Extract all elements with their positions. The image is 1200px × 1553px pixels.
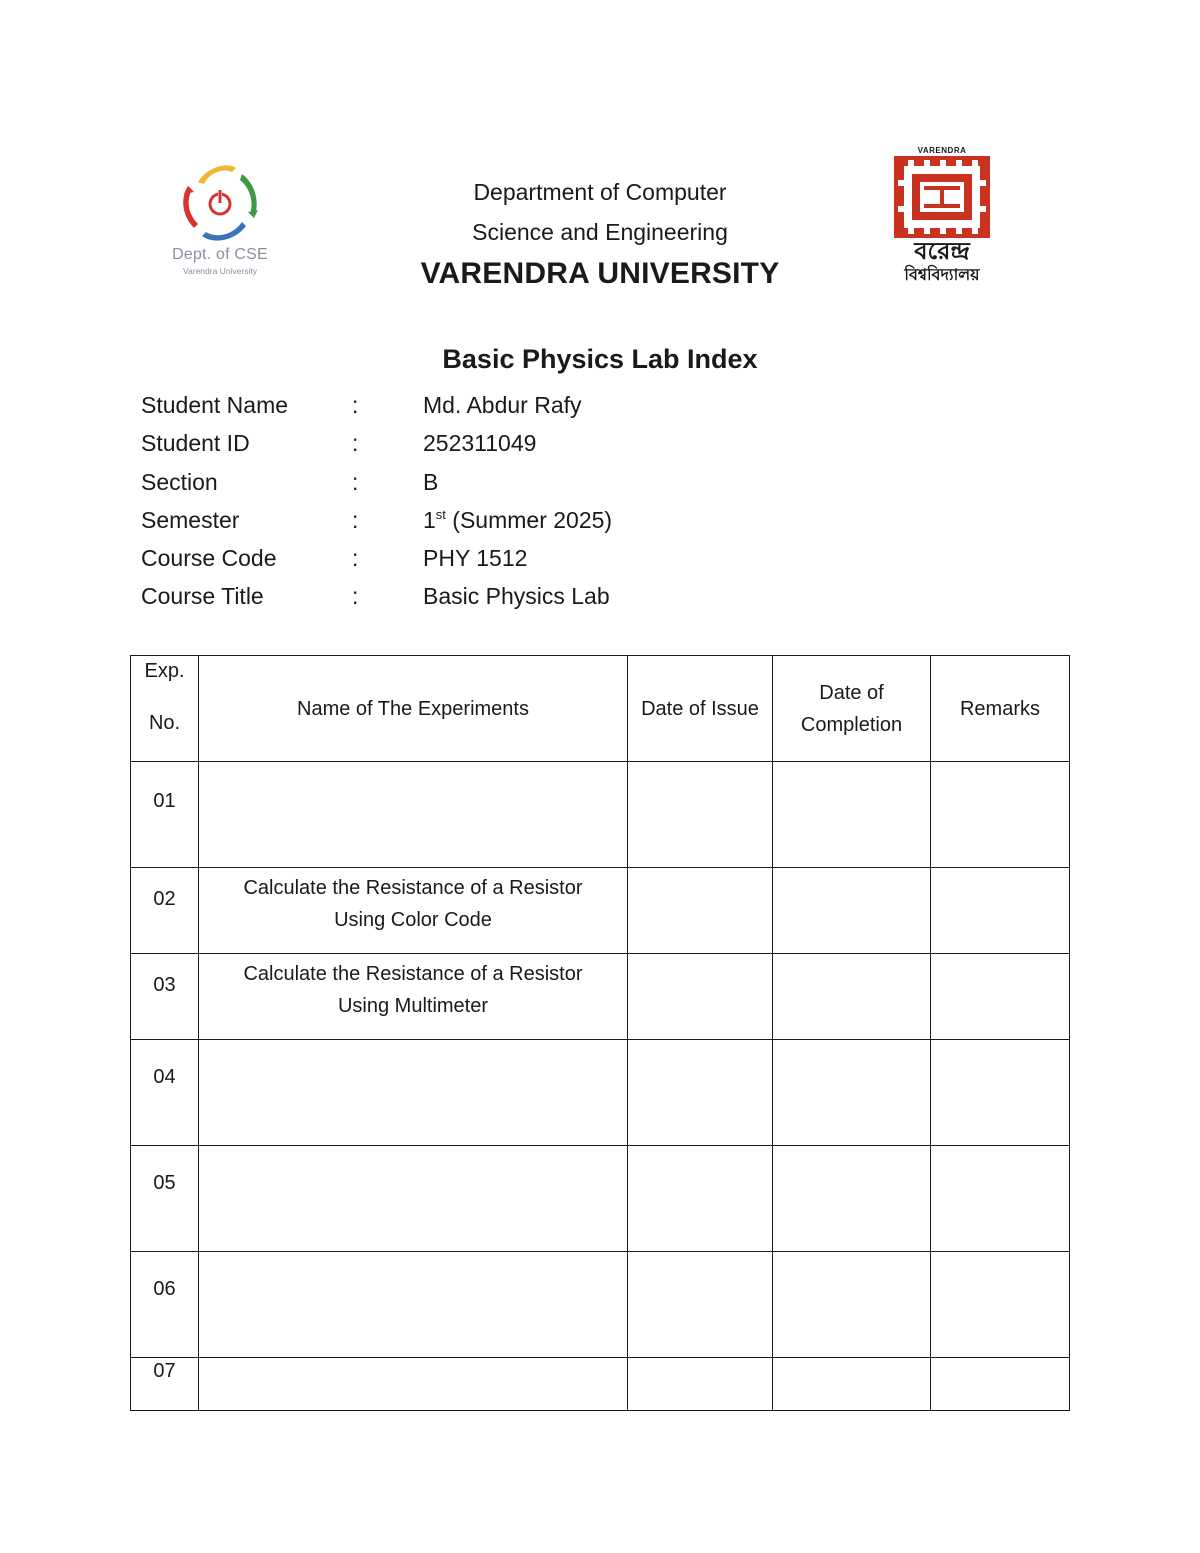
- header-remarks: Remarks: [931, 656, 1070, 762]
- date-of-issue-cell[interactable]: [628, 1146, 773, 1252]
- vu-logo-caption: VARENDRA: [917, 146, 967, 155]
- info-colon: :: [352, 392, 359, 418]
- remarks-cell[interactable]: [931, 1252, 1070, 1358]
- date-of-completion-cell[interactable]: [773, 762, 931, 868]
- date-of-completion-cell[interactable]: [773, 1146, 931, 1252]
- page-title: Basic Physics Lab Index: [442, 344, 758, 374]
- semester-term: (Summer 2025): [445, 506, 613, 533]
- remarks-cell[interactable]: [931, 762, 1070, 868]
- info-value: Md. Abdur Rafy: [423, 392, 582, 418]
- date-of-issue-cell[interactable]: [628, 868, 773, 954]
- info-value: [423, 505, 612, 535]
- experiment-name-line2: Using Multimeter: [337, 995, 489, 1017]
- info-label: Student Name: [141, 392, 289, 418]
- info-colon: :: [352, 468, 359, 495]
- info-label: Semester: [141, 506, 240, 533]
- experiment-name-cell[interactable]: [199, 762, 628, 868]
- exp-number: 07: [131, 1358, 199, 1411]
- header-completion-line1: Date of: [819, 681, 884, 704]
- experiment-name-cell[interactable]: [199, 954, 628, 1040]
- info-label: Course Code: [141, 545, 277, 572]
- department-line-1: Department of Computer: [473, 179, 727, 205]
- info-value: PHY 1512: [423, 545, 528, 572]
- date-of-completion-cell[interactable]: [773, 868, 931, 954]
- exp-number: 01: [131, 762, 199, 868]
- info-value: Basic Physics Lab: [423, 583, 610, 610]
- date-of-completion-cell[interactable]: [773, 954, 931, 1040]
- cse-logo-text: Dept. of CSE: [172, 246, 268, 263]
- vu-logo-bangla-line-2: বিশ্ববিদ্যালয়: [904, 267, 980, 284]
- info-label: Student ID: [141, 430, 250, 457]
- header-date-of-completion: [773, 656, 931, 762]
- header-block: [380, 172, 820, 296]
- dept-cse-logo: [168, 158, 272, 284]
- experiment-name-cell[interactable]: [199, 1040, 628, 1146]
- header-completion-line2: Completion: [800, 713, 903, 736]
- header-date-of-issue: Date of Issue: [628, 656, 773, 762]
- date-of-completion-cell[interactable]: [773, 1252, 931, 1358]
- table-row: [131, 762, 1070, 868]
- date-of-issue-cell[interactable]: [628, 1358, 773, 1411]
- info-label: Course Title: [141, 583, 264, 610]
- info-colon: :: [352, 583, 359, 610]
- experiment-name-cell[interactable]: [199, 1358, 628, 1411]
- experiment-name-line1: Calculate the Resistance of a Resistor: [243, 963, 583, 985]
- info-value: B: [423, 468, 439, 495]
- info-colon: :: [352, 430, 359, 457]
- table-row: [131, 1358, 1070, 1411]
- semester-number: 1: [423, 506, 436, 533]
- university-name: VARENDRA UNIVERSITY: [420, 257, 780, 290]
- lab-index-table: [130, 655, 1070, 1411]
- table-row: [131, 954, 1070, 1040]
- info-colon: :: [352, 545, 359, 572]
- info-label: Section: [141, 468, 218, 495]
- vu-logo-bangla-line-1: বরেন্দ্র: [914, 238, 970, 265]
- info-value: 252311049: [423, 430, 537, 457]
- header-exp-no-line1: Exp.: [144, 660, 185, 682]
- department-line-2: Science and Engineering: [472, 219, 728, 245]
- experiment-name-line2: Using Color Code: [334, 909, 492, 931]
- experiment-name-cell[interactable]: [199, 1252, 628, 1358]
- cse-swirl-icon: [168, 158, 272, 246]
- date-of-completion-cell[interactable]: [773, 1358, 931, 1411]
- exp-number: 03: [131, 954, 199, 1040]
- date-of-issue-cell[interactable]: [628, 1252, 773, 1358]
- experiment-name-cell[interactable]: [199, 1146, 628, 1252]
- exp-number: 05: [131, 1146, 199, 1252]
- date-of-issue-cell[interactable]: [628, 1040, 773, 1146]
- cse-logo-subtext: Varendra University: [182, 266, 257, 276]
- header-exp-no-line2: No.: [148, 712, 181, 734]
- exp-number: 04: [131, 1040, 199, 1146]
- date-of-issue-cell[interactable]: [628, 762, 773, 868]
- table-row: [131, 1146, 1070, 1252]
- table-row: [131, 1040, 1070, 1146]
- remarks-cell[interactable]: [931, 868, 1070, 954]
- exp-number: 06: [131, 1252, 199, 1358]
- header-experiment-name: Name of The Experiments: [199, 656, 628, 762]
- varendra-university-logo: [890, 146, 994, 290]
- table-header-row: [131, 656, 1070, 762]
- vu-emblem-icon: [894, 156, 990, 238]
- info-colon: :: [352, 506, 359, 533]
- date-of-completion-cell[interactable]: [773, 1040, 931, 1146]
- semester-ordinal: st: [435, 506, 446, 522]
- exp-number: 02: [131, 868, 199, 954]
- remarks-cell[interactable]: [931, 1146, 1070, 1252]
- date-of-issue-cell[interactable]: [628, 954, 773, 1040]
- remarks-cell[interactable]: [931, 954, 1070, 1040]
- remarks-cell[interactable]: [931, 1358, 1070, 1411]
- experiment-name-line1: Calculate the Resistance of a Resistor: [243, 877, 583, 899]
- experiment-name-cell[interactable]: [199, 868, 628, 954]
- header-exp-no: [131, 656, 199, 762]
- table-row: [131, 868, 1070, 954]
- remarks-cell[interactable]: [931, 1040, 1070, 1146]
- table-row: [131, 1252, 1070, 1358]
